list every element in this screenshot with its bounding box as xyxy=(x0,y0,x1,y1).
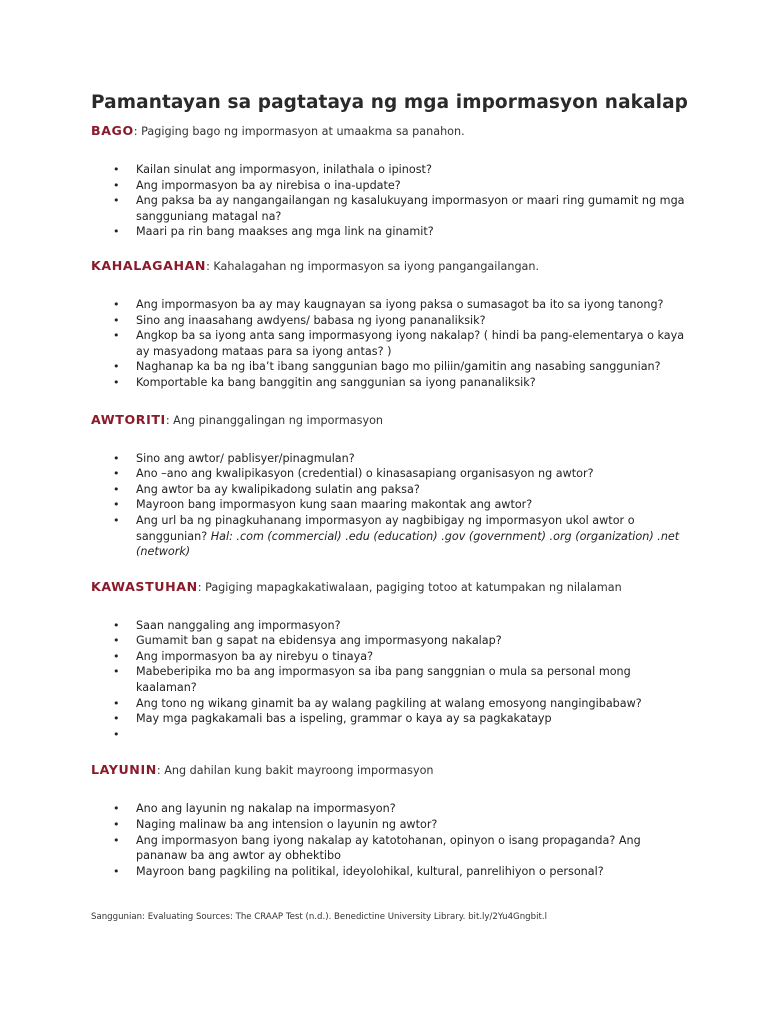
section-separator: : xyxy=(197,580,202,594)
bullet-icon: • xyxy=(113,802,120,816)
criteria-list xyxy=(91,162,691,240)
list-item xyxy=(91,451,691,467)
page-title: Pamantayan sa pagtataya ng mga impormasyon nakalap xyxy=(91,92,689,113)
list-item-example: Hal: .com (commercial) .edu (education) .gov (government) .org (organization) .net (network) xyxy=(136,529,680,559)
document-page xyxy=(91,92,691,879)
list-item xyxy=(91,497,691,513)
section-description: Ang pinanggalingan ng impormasyon xyxy=(169,413,384,427)
list-item-text: Ang tono ng wikang ginamit ba ay walang pagkiling at walang emosyong nangingibabaw? xyxy=(136,696,642,710)
list-item xyxy=(91,817,691,833)
list-item-text: Ang awtor ba ay kwalipikadong sulatin ang paksa? xyxy=(136,482,420,496)
list-item-text: Saan nanggaling ang impormasyon? xyxy=(136,618,341,632)
list-item-text: Mabeberipika mo ba ang impormasyon sa iba pang sanggnian o mula sa personal mong kaalaman? xyxy=(136,665,631,695)
list-item xyxy=(91,727,691,743)
list-item xyxy=(91,711,691,727)
bullet-icon: • xyxy=(113,329,120,343)
bullet-icon: • xyxy=(113,864,120,878)
section-separator: : xyxy=(133,125,138,138)
list-item xyxy=(91,359,691,375)
list-item-text: Naghanap ka ba ng iba’t ibang sanggunian bago mo piliin/gamitin ang nasabing sanggunian? xyxy=(136,360,661,374)
list-item-text: May mga pagkakamali bas a ispeling, grammar o kaya ay sa pagkakatayp xyxy=(136,712,552,726)
list-item xyxy=(91,224,691,240)
list-item-text: Naging malinaw ba ang intension o layunin ng awtor? xyxy=(136,818,438,832)
bullet-icon: • xyxy=(113,513,120,527)
section-description: Pagiging mapagkakatiwalaan, pagiging totoo at katumpakan ng nilalaman xyxy=(201,580,622,594)
list-item-text: Komportable ka bang banggitin ang sanggunian sa iyong pananaliksik? xyxy=(136,375,536,389)
bullet-icon: • xyxy=(113,712,120,726)
bullet-icon: • xyxy=(113,696,120,710)
bullet-icon: • xyxy=(113,498,120,512)
list-item xyxy=(91,633,691,649)
bullet-icon: • xyxy=(113,178,120,192)
list-item-text: Gumamit ban g sapat na ebidensya ang impormasyong nakalap? xyxy=(136,634,502,648)
list-item xyxy=(91,696,691,712)
criteria-list xyxy=(91,618,691,743)
footer-citation: Sanggunian: Evaluating Sources: The CRAAP Test (n.d.). Benedictine University Library. bit.ly/2Yu4Gngbit.l xyxy=(91,912,547,922)
section-heading xyxy=(91,762,691,779)
list-item xyxy=(91,328,691,359)
list-item xyxy=(91,833,691,864)
list-item xyxy=(91,482,691,498)
bullet-icon: • xyxy=(113,313,120,327)
section-title: KAWASTUHAN xyxy=(91,578,198,594)
bullet-icon: • xyxy=(113,194,120,208)
list-item xyxy=(91,193,691,224)
list-item-text: Ano –ano ang kwalipikasyon (credential) o kinasasapiang organisasyon ng awtor? xyxy=(136,467,594,481)
list-item xyxy=(91,375,691,391)
list-item-text: Sino ang awtor/ pablisyer/pinagmulan? xyxy=(136,451,355,465)
section-separator: : xyxy=(206,259,210,273)
bullet-icon: • xyxy=(113,833,120,847)
section-heading xyxy=(91,258,691,275)
section-title: KAHALAGAHAN xyxy=(91,257,207,273)
bullet-icon: • xyxy=(113,727,120,741)
list-item xyxy=(91,162,691,178)
list-item-text: Ano ang layunin ng nakalap na impormasyon? xyxy=(136,802,396,816)
list-item xyxy=(91,178,691,194)
section-title: AWTORITI xyxy=(91,411,166,427)
list-item xyxy=(91,618,691,634)
bullet-icon: • xyxy=(113,467,120,481)
list-item xyxy=(91,313,691,329)
criteria-list xyxy=(91,801,691,879)
section-separator: : xyxy=(156,764,161,778)
list-item xyxy=(91,649,691,665)
bullet-icon: • xyxy=(113,297,120,311)
section-heading xyxy=(91,579,691,596)
list-item-text: Sino ang inaasahang awdyens/ babasa ng iyong pananaliksik? xyxy=(136,313,486,327)
sections-container xyxy=(91,123,691,879)
criteria-list xyxy=(91,451,691,560)
list-item xyxy=(91,664,691,695)
bullet-icon: • xyxy=(113,665,120,679)
list-item-text: Ang paksa ba ay nangangailangan ng kasalukuyang impormasyon or maari ring gumamit ng mga sangguniang matagal na? xyxy=(136,194,685,223)
bullet-icon: • xyxy=(113,482,120,496)
list-item-text: Ang impormasyon ba ay nirebisa o ina-update? xyxy=(136,178,401,192)
list-item-text: Ang impormasyon ba ay may kaugnayan sa iyong paksa o sumasagot ba ito sa iyong tanong? xyxy=(136,297,664,311)
section-title: BAGO xyxy=(91,123,134,138)
list-item-text: Mayroon bang pagkiling na politikal, ideyolohikal, kultural, panrelihiyon o personal? xyxy=(136,864,604,878)
list-item xyxy=(91,466,691,482)
bullet-icon: • xyxy=(113,451,120,465)
section-description: Kahalagahan ng impormasyon sa iyong pangangailangan. xyxy=(209,259,540,273)
bullet-icon: • xyxy=(113,375,120,389)
bullet-icon: • xyxy=(113,225,120,239)
section-separator: : xyxy=(165,413,170,427)
list-item-text: Angkop ba sa iyong anta sang impormasyong iyong nakalap? ( hindi ba pang-elementarya o kaya ay masyadong mataas para sa iyong antas? ) xyxy=(136,329,685,358)
section-bago xyxy=(91,123,691,240)
bullet-icon: • xyxy=(113,360,120,374)
section-heading xyxy=(91,123,691,140)
list-item-text: Mayroon bang impormasyon kung saan maaring makontak ang awtor? xyxy=(136,498,533,512)
bullet-icon: • xyxy=(113,163,120,176)
section-heading xyxy=(91,412,691,429)
bullet-icon: • xyxy=(113,634,120,648)
list-item-text: Ang url ba ng pinagkuhanang impormasyon ay nagbibigay ng impormasyon ukol awtor o sanggunian? xyxy=(136,513,635,543)
bullet-icon: • xyxy=(113,818,120,832)
section-kahalagahan xyxy=(91,258,691,391)
list-item xyxy=(91,864,691,880)
section-description: Ang dahilan kung bakit mayroong impormasyon xyxy=(160,764,434,778)
bullet-icon: • xyxy=(113,618,120,632)
section-description: Pagiging bago ng impormasyon at umaakma sa panahon. xyxy=(137,125,465,138)
list-item xyxy=(91,297,691,313)
section-awtoriti xyxy=(91,412,691,560)
list-item xyxy=(91,801,691,817)
list-item xyxy=(91,513,691,560)
list-item-text: Ang impormasyon bang iyong nakalap ay katotohanan, opinyon o isang propaganda? Ang pananaw ba ang awtor ay obhektibo xyxy=(136,833,641,863)
criteria-list xyxy=(91,297,691,391)
bullet-icon: • xyxy=(113,649,120,663)
section-title: LAYUNIN xyxy=(91,762,157,778)
list-item-text: Kailan sinulat ang impormasyon, inilathala o ipinost? xyxy=(136,163,432,176)
list-item-text: Maari pa rin bang maakses ang mga link na ginamit? xyxy=(136,225,434,239)
list-item-text: Ang impormasyon ba ay nirebyu o tinaya? xyxy=(136,649,374,663)
section-layunin xyxy=(91,762,691,879)
section-kawastuhan xyxy=(91,579,691,743)
